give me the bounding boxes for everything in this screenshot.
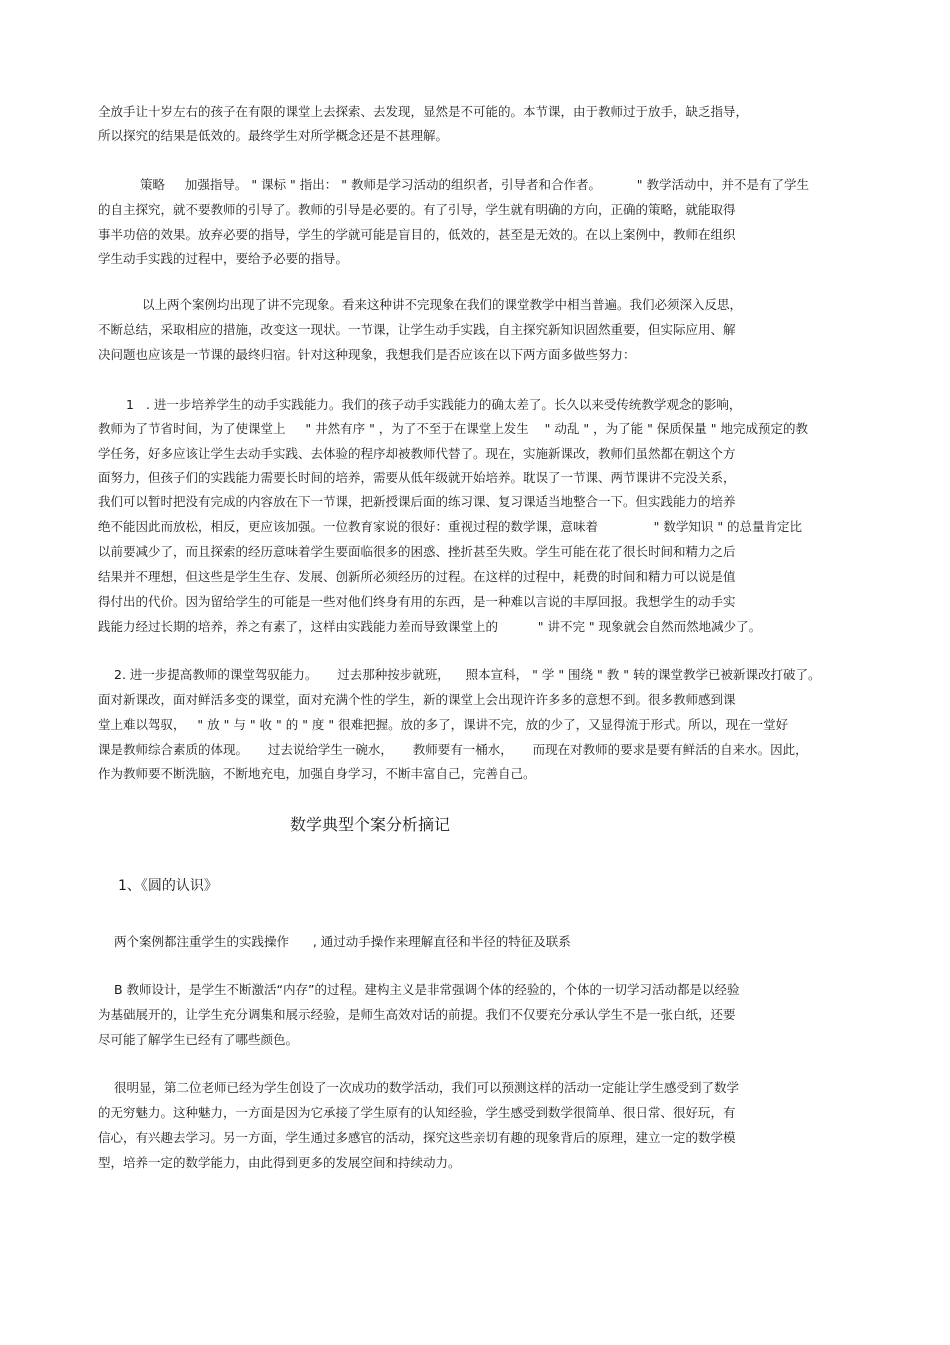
text-line: 决问题也应该是一节课的最终归宿。针对这种现象，我想我们是否应该在以下两方面多做些努力： bbox=[98, 347, 636, 362]
text-line: 学任务，好多应该让学生去动手实践、去体验的程序却被教师代替了。现在，实施新课改，教师们虽然都在朝这个方 bbox=[98, 446, 736, 461]
text-line: 得付出的代价。因为留给学生的可能是一些对他们终身有用的东西，是一种难以言说的丰厚回报。我想学生的动手实 bbox=[98, 594, 736, 609]
text-line: 结果并不理想，但这些是学生生存、发展、创新所必须经历的过程。在这样的过程中，耗费的时间和精力可以说是值 bbox=[98, 569, 736, 584]
text-line: 很明显，第二位老师已经为学生创设了一次成功的数学活动，我们可以预测这样的活动一定能让学生感受到了数学 bbox=[114, 1080, 740, 1095]
text-line: 践能力经过长期的培养，养之有素了，这样由实践能力差而导致课堂上的 " 讲不完 " 现象就会自然而然地减少了。 bbox=[98, 619, 762, 634]
text-line: 学生动手实践的过程中，要给予必要的指导。 bbox=[98, 251, 349, 266]
text-line: 信心，有兴趣去学习。另一方面，学生通过多感官的活动，探究这些亲切有趣的现象背后的原理，建立一定的数学模 bbox=[98, 1130, 736, 1145]
text-line: 2. 进一步提高教师的课堂驾驭能力。 过去那种按步就班， 照本宣科， " 学 " 围绕 " 教 " 转的课堂教学已被新课改打破了。 bbox=[114, 667, 821, 682]
text-line: 1 . 进一步培养学生的动手实践能力。我们的孩子动手实践能力的确太差了。长久以来受传统教学观念的影响， bbox=[126, 397, 742, 412]
text-line: 堂上难以驾驭， " 放 " 与 " 收 " 的 " 度 " 很难把握。放的多了，课讲不完，放的少了，又显得流于形式。所以，现在一堂好 bbox=[98, 717, 789, 732]
text-line: 面努力，但孩子们的实践能力需要长时间的培养，需要从低年级就开始培养。耽误了一节课、两节课讲不完没关系， bbox=[98, 470, 736, 485]
text-line: 策略 加强指导。 " 课标 " 指出： " 教师是学习活动的组织者，引导者和合作者。 " 教学活动中，并不是有了学生 bbox=[140, 177, 809, 192]
subsection-title: 1、《圆的认识》 bbox=[118, 878, 218, 894]
section-title: 数学典型个案分析摘记 bbox=[290, 815, 451, 834]
text-line: 绝不能因此而放松，相反，更应该加强。一位教育家说的很好：重视过程的数学课，意味着 " 数学知识 " 的总量肯定比 bbox=[98, 519, 803, 534]
text-line: 的自主探究，就不要教师的引导了。教师的引导是必要的。有了引导，学生就有明确的方向，正确的策略，就能取得 bbox=[98, 202, 736, 217]
text-line: 以前要减少了，而且探索的经历意味着学生要面临很多的困惑、挫折甚至失败。学生可能在花了很长时间和精力之后 bbox=[98, 544, 736, 559]
text-line: 以上两个案例均出现了讲不完现象。看来这种讲不完现象在我们的课堂教学中相当普遍。我们必须深入反思， bbox=[142, 297, 743, 312]
text-line: 作为教师要不断洗脑，不断地充电，加强自身学习，不断丰富自己，完善自己。 bbox=[98, 766, 536, 781]
text-line: 全放手让十岁左右的孩子在有限的课堂上去探索、去发现，显然是不可能的。本节课，由于教师过于放手，缺乏指导， bbox=[98, 104, 749, 119]
text-line: B 教师设计，是学生不断激活“内存”的过程。建构主义是非常强调个体的经验的，个体的一切学习活动都是以经验 bbox=[114, 982, 740, 997]
text-line: 尽可能了解学生已经有了哪些颜色。 bbox=[98, 1032, 299, 1047]
text-line: 不断总结，采取相应的措施，改变这一现状。一节课，让学生动手实践，自主探究新知识固然重要，但实际应用、解 bbox=[98, 322, 736, 337]
text-line: 的无穷魅力。这种魅力，一方面是因为它承接了学生原有的认知经验，学生感受到数学很简单、很日常、很好玩，有 bbox=[98, 1105, 736, 1120]
text-line: 型，培养一定的数学能力，由此得到更多的发展空间和持续动力。 bbox=[98, 1155, 461, 1170]
text-line: 两个案例都注重学生的实践操作 , 通过动手操作来理解直径和半径的特征及联系 bbox=[114, 934, 571, 949]
text-line: 课是教师综合素质的体现。 过去说给学生一碗水， 教师要有一桶水， 而现在对教师的要求是要有鲜活的自来水。因此， bbox=[98, 742, 808, 757]
text-line: 教师为了节省时间，为了使课堂上 " 井然有序 " ，为了不至于在课堂上发生 " 动乱 " ，为了能 " 保质保量 " 地完成预定的教 bbox=[98, 421, 808, 436]
text-line: 面对新课改，面对鲜活多变的课堂，面对充满个性的学生，新的课堂上会出现许许多多的意想不到。很多教师感到课 bbox=[98, 692, 736, 707]
text-line: 为基础展开的，让学生充分调集和展示经验，是师生高效对话的前提。我们不仅要充分承认学生不是一张白纸，还要 bbox=[98, 1007, 736, 1022]
text-line: 我们可以暂时把没有完成的内容放在下一节课，把新授课后面的练习课、复习课适当地整合一下。但实践能力的培养 bbox=[98, 494, 736, 509]
text-line: 所以探究的结果是低效的。最终学生对所学概念还是不甚理解。 bbox=[98, 128, 449, 143]
text-line: 事半功倍的效果。放弃必要的指导，学生的学就可能是盲目的，低效的，甚至是无效的。在以上案例中，教师在组织 bbox=[98, 227, 736, 242]
